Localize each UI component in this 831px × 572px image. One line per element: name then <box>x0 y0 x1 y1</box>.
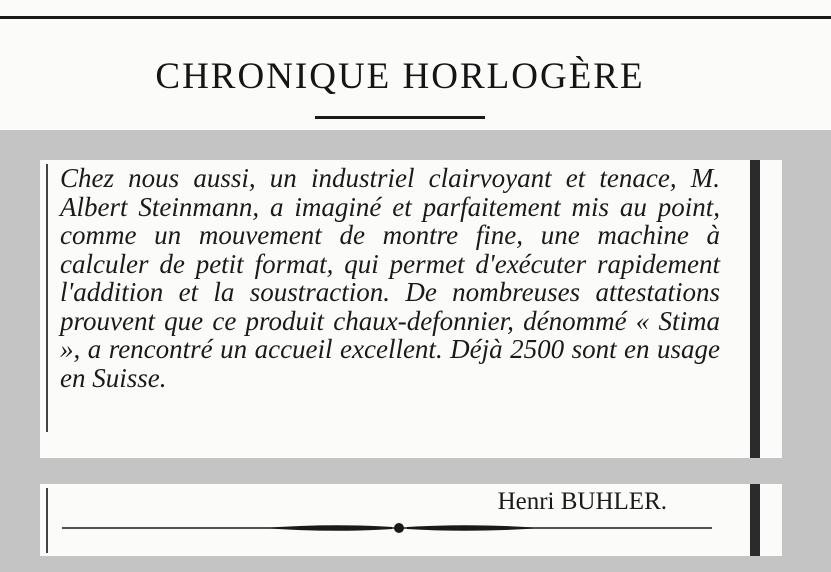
signature-panel <box>40 484 782 556</box>
top-rule <box>0 16 831 19</box>
author-signature: Henri BUHLER. <box>497 488 667 515</box>
article-paragraph: Chez nous aussi, un industriel clairvoyant et tenace, M. Albert Steinmann, a imaginé et parfaitement mis au point, comme un mouvement de montre fine, une machine à calculer de petit format, qui permet d'exécuter rapidement l'addition et la soustraction. De nombreuses attestations prouvent que ce produit chaux-defonnier, dénommé « Stima », a rencontré un accueil excellent. Déjà 2500 sont en usage en Suisse. <box>60 163 720 393</box>
page-edge-shadow <box>750 160 760 458</box>
column-rule-left <box>46 488 48 553</box>
section-heading: CHRONIQUE HORLOGÈRE <box>155 56 645 97</box>
ornamental-divider <box>62 520 712 536</box>
column-rule-left <box>46 164 48 432</box>
article-excerpt-panel <box>40 160 782 458</box>
heading-underline <box>315 116 485 119</box>
page-edge-shadow <box>750 484 760 556</box>
